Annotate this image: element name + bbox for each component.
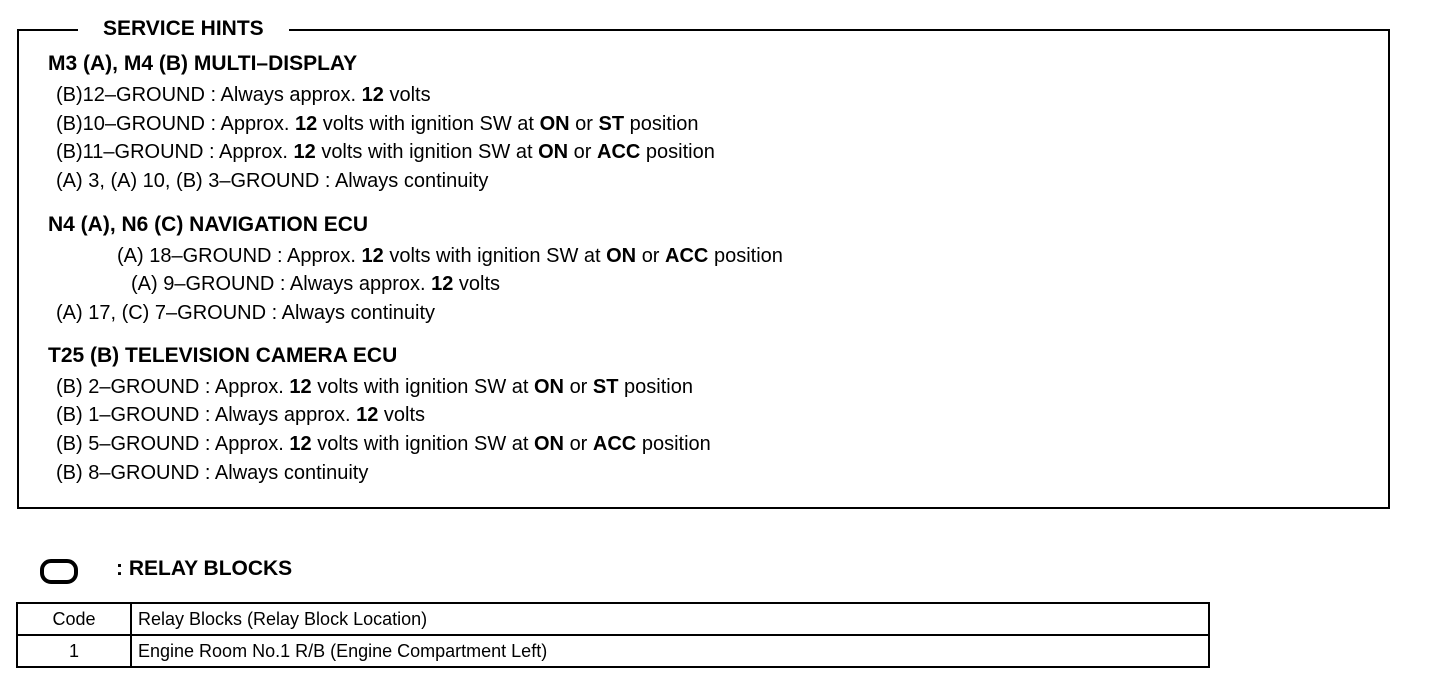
hint-row: (B) 5–GROUND : Approx. 12 volts with ignition SW at ON or ACC position	[56, 433, 711, 455]
hint-row: (A) 3, (A) 10, (B) 3–GROUND : Always continuity	[56, 170, 489, 192]
relay-blocks-table	[16, 602, 1210, 668]
hint-row: (A) 9–GROUND : Always approx. 12 volts	[131, 273, 501, 295]
hint-row: (A) 18–GROUND : Approx. 12 volts with ignition SW at ON or ACC position	[117, 245, 783, 267]
relay-block-icon	[40, 559, 78, 584]
section-heading-navigation-ecu: N4 (A), N6 (C) NAVIGATION ECU	[48, 213, 369, 236]
hint-row: (B)10–GROUND : Approx. 12 volts with ignition SW at ON or ST position	[56, 113, 699, 135]
relay-blocks-label: : RELAY BLOCKS	[116, 557, 293, 580]
hint-row: (B) 1–GROUND : Always approx. 12 volts	[56, 404, 426, 426]
relay-description-cell: Engine Room No.1 R/B (Engine Compartment Left)	[131, 635, 1209, 667]
section-heading-multi-display: M3 (A), M4 (B) MULTI–DISPLAY	[48, 52, 358, 75]
table-header-row	[17, 603, 1209, 635]
service-hints-title: SERVICE HINTS	[78, 15, 289, 43]
column-header-relay-blocks: Relay Blocks (Relay Block Location)	[131, 603, 1209, 635]
column-header-code: Code	[17, 603, 131, 635]
table-row	[17, 635, 1209, 667]
hint-row: (B) 8–GROUND : Always continuity	[56, 462, 369, 484]
relay-code-cell: 1	[17, 635, 131, 667]
section-heading-television-camera-ecu: T25 (B) TELEVISION CAMERA ECU	[48, 344, 398, 367]
hint-row: (B)12–GROUND : Always approx. 12 volts	[56, 84, 431, 106]
hint-row: (B) 2–GROUND : Approx. 12 volts with ignition SW at ON or ST position	[56, 376, 693, 398]
hint-row: (B)11–GROUND : Approx. 12 volts with ignition SW at ON or ACC position	[56, 141, 715, 163]
hint-row: (A) 17, (C) 7–GROUND : Always continuity	[56, 302, 436, 324]
